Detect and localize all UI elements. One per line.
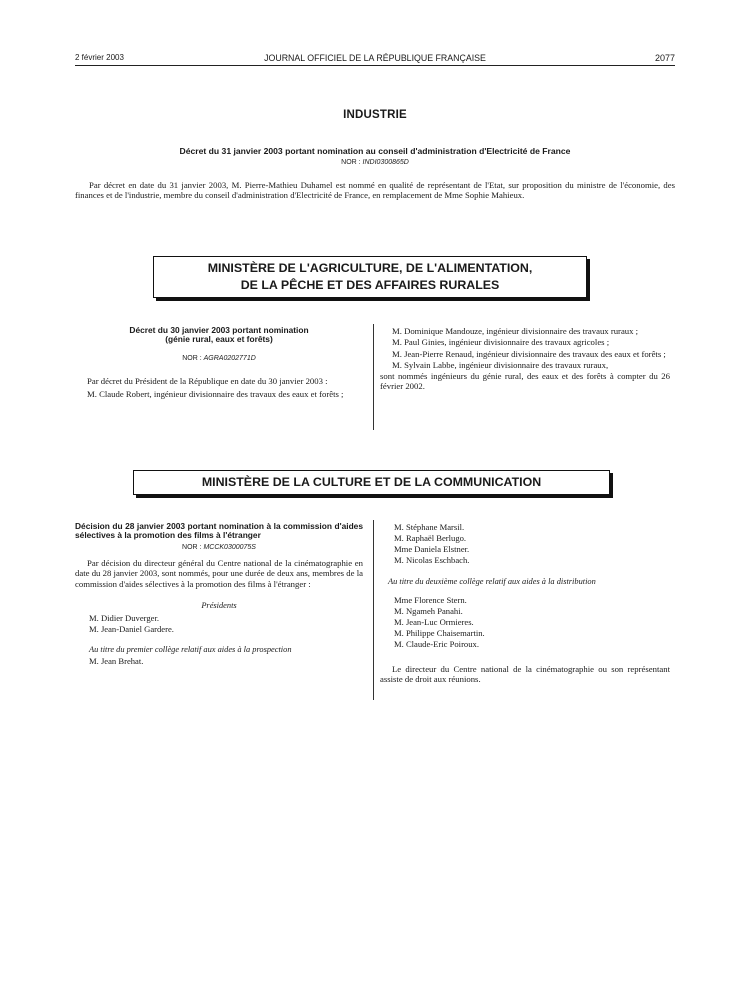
header-rule [75,65,675,66]
presidents-heading: Présidents [201,601,237,611]
page-number: 2077 [654,53,675,63]
presidents-list [75,613,363,635]
list-item: M. Didier Duverger. [89,613,160,624]
agriculture-right-column [380,326,670,391]
ministry-box-culture: MINISTÈRE DE LA CULTURE ET DE LA COMMUNICATION [133,470,610,495]
list-item: M. Philippe Chaisemartin. [394,628,485,638]
ministry-name-line-1: MINISTÈRE DE L'AGRICULTURE, DE L'ALIMENTATION, [207,261,533,275]
nor-label: NOR : [182,354,202,362]
industrie-nor [75,159,675,166]
culture-intro: Par décision du directeur général du Centre national de la cinématographie en date du 28 janvier 2003, sont nommés, pour une durée de deux ans, membres de la commission d'aides sélectives à la promotion des films à l'étranger : [75,557,363,589]
agriculture-nor [75,355,363,362]
list-item: M. Nicolas Eschbach. [394,555,470,565]
agriculture-item: M. Dominique Mandouze, ingénieur divisionnaire des travaux ruraux ; [392,326,639,336]
agriculture-decree-title-line-2: (génie rural, eaux et forêts) [165,334,273,345]
agriculture-left-column [75,326,363,400]
distribution-heading: Au titre du deuxième collège relatif aux aides à la distribution [388,577,596,586]
section-title-industrie: INDUSTRIE [343,109,407,121]
column-divider [373,324,374,430]
culture-right-column [380,522,670,685]
list-item: M. Raphaël Berlugo. [394,533,467,543]
list-item: M. Ngameh Panahi. [394,606,463,616]
list-item: Mme Daniela Elstner. [394,544,470,554]
culture-nor [75,544,363,551]
issue-date: 2 février 2003 [75,53,124,62]
list-item: M. Jean Brehat. [89,656,144,667]
culture-decision-title: Décision du 28 janvier 2003 portant nomination à la commission d'aides sélectives à la promotion des films à l'étranger [75,521,363,541]
nor-label: NOR : [182,543,202,551]
industrie-body: Par décret en date du 31 janvier 2003, M. Pierre-Mathieu Duhamel est nommé en qualité de représentant de l'Etat, sur proposition du ministre de l'économie, des finances et de l'industrie, membre du conseil d'administration d'Electricité de France, en remplacement de Mme Sophie Mahieux. [75,180,675,201]
nor-label: NOR : [341,159,361,166]
list-item: M. Jean-Daniel Gardere. [89,624,174,635]
list-item: M. Stéphane Marsil. [394,522,465,532]
journal-title: JOURNAL OFFICIEL DE LA RÉPUBLIQUE FRANÇAISE [264,53,486,63]
nor-code: MCCK0300075S [203,543,256,551]
agriculture-intro: Par décret du Président de la République en date du 30 janvier 2003 : [87,375,328,386]
column-divider [373,520,374,700]
agriculture-decree-title-line-1: Décret du 30 janvier 2003 portant nomination [129,325,309,335]
prospection-heading: Au titre du premier collège relatif aux aides à la prospection [89,645,292,655]
distribution-list [380,595,670,650]
agriculture-item: M. Claude Robert, ingénieur divisionnaire des travaux des eaux et forêts ; [87,389,344,400]
ministry-name-line-2: DE LA PÊCHE ET DES AFFAIRES RURALES [240,278,500,292]
agriculture-item: M. Paul Ginies, ingénieur divisionnaire des travaux agricoles ; [392,337,610,348]
list-item: Mme Florence Stern. [394,595,467,605]
agriculture-closing: sont nommés ingénieurs du génie rural, des eaux et des forêts à compter du 26 février 2002. [380,370,670,392]
nor-code: AGRA0202771D [203,354,256,362]
culture-closing: Le directeur du Centre national de la cinématographie ou son représentant assiste de droit aux réunions. [380,664,670,685]
agriculture-item: M. Jean-Pierre Renaud, ingénieur divisionnaire des travaux des eaux et forêts ; [392,348,666,359]
list-item: M. Claude-Eric Poiroux. [394,639,479,649]
agriculture-item: M. Sylvain Labbe, ingénieur divisionnaire des travaux ruraux, [392,360,609,371]
industrie-decree-title: Décret du 31 janvier 2003 portant nomination au conseil d'administration d'Electricité de France [179,146,571,156]
ministry-box-agriculture [153,256,587,298]
nor-code: INDI0300865D [362,159,409,166]
list-item: M. Jean-Luc Ormieres. [394,617,474,627]
culture-left-column [75,522,363,667]
